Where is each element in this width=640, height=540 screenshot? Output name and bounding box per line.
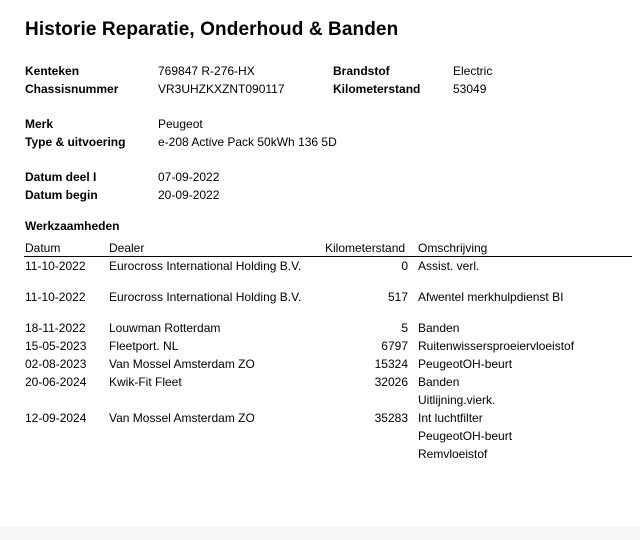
column-header-kilometerstand: Kilometerstand (325, 241, 406, 255)
row-date: 12-09-2024 (25, 411, 87, 425)
row-date: 02-08-2023 (25, 357, 87, 371)
table-header-divider (24, 256, 632, 257)
row-dealer: Louwman Rotterdam (109, 321, 221, 335)
row-omschrijving: Afwentel merkhulpdienst BI (418, 290, 564, 304)
datum-begin-label: Datum begin (25, 188, 98, 202)
row-omschrijving: Remvloeistof (418, 447, 488, 461)
row-dealer: Fleetport. NL (109, 339, 179, 353)
row-kilometerstand: 0 (401, 259, 408, 273)
row-kilometerstand: 32026 (374, 375, 408, 389)
row-dealer: Eurocross International Holding B.V. (109, 259, 302, 273)
row-date: 18-11-2022 (25, 321, 86, 335)
row-kilometerstand: 35283 (374, 411, 408, 425)
row-dealer: Van Mossel Amsterdam ZO (109, 411, 255, 425)
row-dealer: Kwik-Fit Fleet (109, 375, 182, 389)
row-omschrijving: Banden (418, 375, 460, 389)
type-value: e-208 Active Pack 50kWh 136 5D (158, 135, 337, 149)
row-dealer: Eurocross International Holding B.V. (109, 290, 302, 304)
column-header-dealer: Dealer (109, 241, 145, 255)
kilometerstand-value: 53049 (453, 82, 487, 96)
row-date: 11-10-2022 (25, 259, 86, 273)
row-omschrijving: Assist. verl. (418, 259, 480, 273)
brandstof-label: Brandstof (333, 64, 390, 78)
kenteken-value: 769847 R-276-HX (158, 64, 255, 78)
row-date: 15-05-2023 (25, 339, 87, 353)
merk-label: Merk (25, 117, 54, 131)
column-header-datum: Datum (25, 241, 61, 255)
row-omschrijving: PeugeotOH-beurt (418, 357, 513, 371)
row-kilometerstand: 15324 (374, 357, 408, 371)
column-header-omschrijving: Omschrijving (418, 241, 488, 255)
row-omschrijving: Ruitenwissersproeiervloeistof (418, 339, 575, 353)
row-omschrijving: Banden (418, 321, 460, 335)
row-omschrijving: PeugeotOH-beurt (418, 429, 513, 443)
row-omschrijving: Uitlijning.vierk. (418, 393, 496, 407)
chassis-value: VR3UHZKXZNT090117 (158, 82, 285, 96)
type-label: Type & uitvoering (25, 135, 126, 149)
row-date: 20-06-2024 (25, 375, 87, 389)
row-dealer: Van Mossel Amsterdam ZO (109, 357, 255, 371)
datum-begin-value: 20-09-2022 (158, 188, 220, 202)
datum-deel-value: 07-09-2022 (158, 170, 220, 184)
row-kilometerstand: 517 (387, 290, 408, 304)
row-kilometerstand: 5 (401, 321, 408, 335)
page-title: Historie Reparatie, Onderhoud & Banden (25, 19, 399, 40)
kilometerstand-label: Kilometerstand (333, 82, 421, 96)
section-title-werkzaamheden: Werkzaamheden (25, 219, 120, 233)
page-bottom-edge (0, 526, 640, 540)
kenteken-label: Kenteken (25, 64, 80, 78)
row-omschrijving: Int luchtfilter (418, 411, 483, 425)
merk-value: Peugeot (158, 117, 203, 131)
chassis-label: Chassisnummer (25, 82, 119, 96)
brandstof-value: Electric (453, 64, 493, 78)
datum-deel-label: Datum deel I (25, 170, 97, 184)
row-kilometerstand: 6797 (381, 339, 408, 353)
row-date: 11-10-2022 (25, 290, 86, 304)
